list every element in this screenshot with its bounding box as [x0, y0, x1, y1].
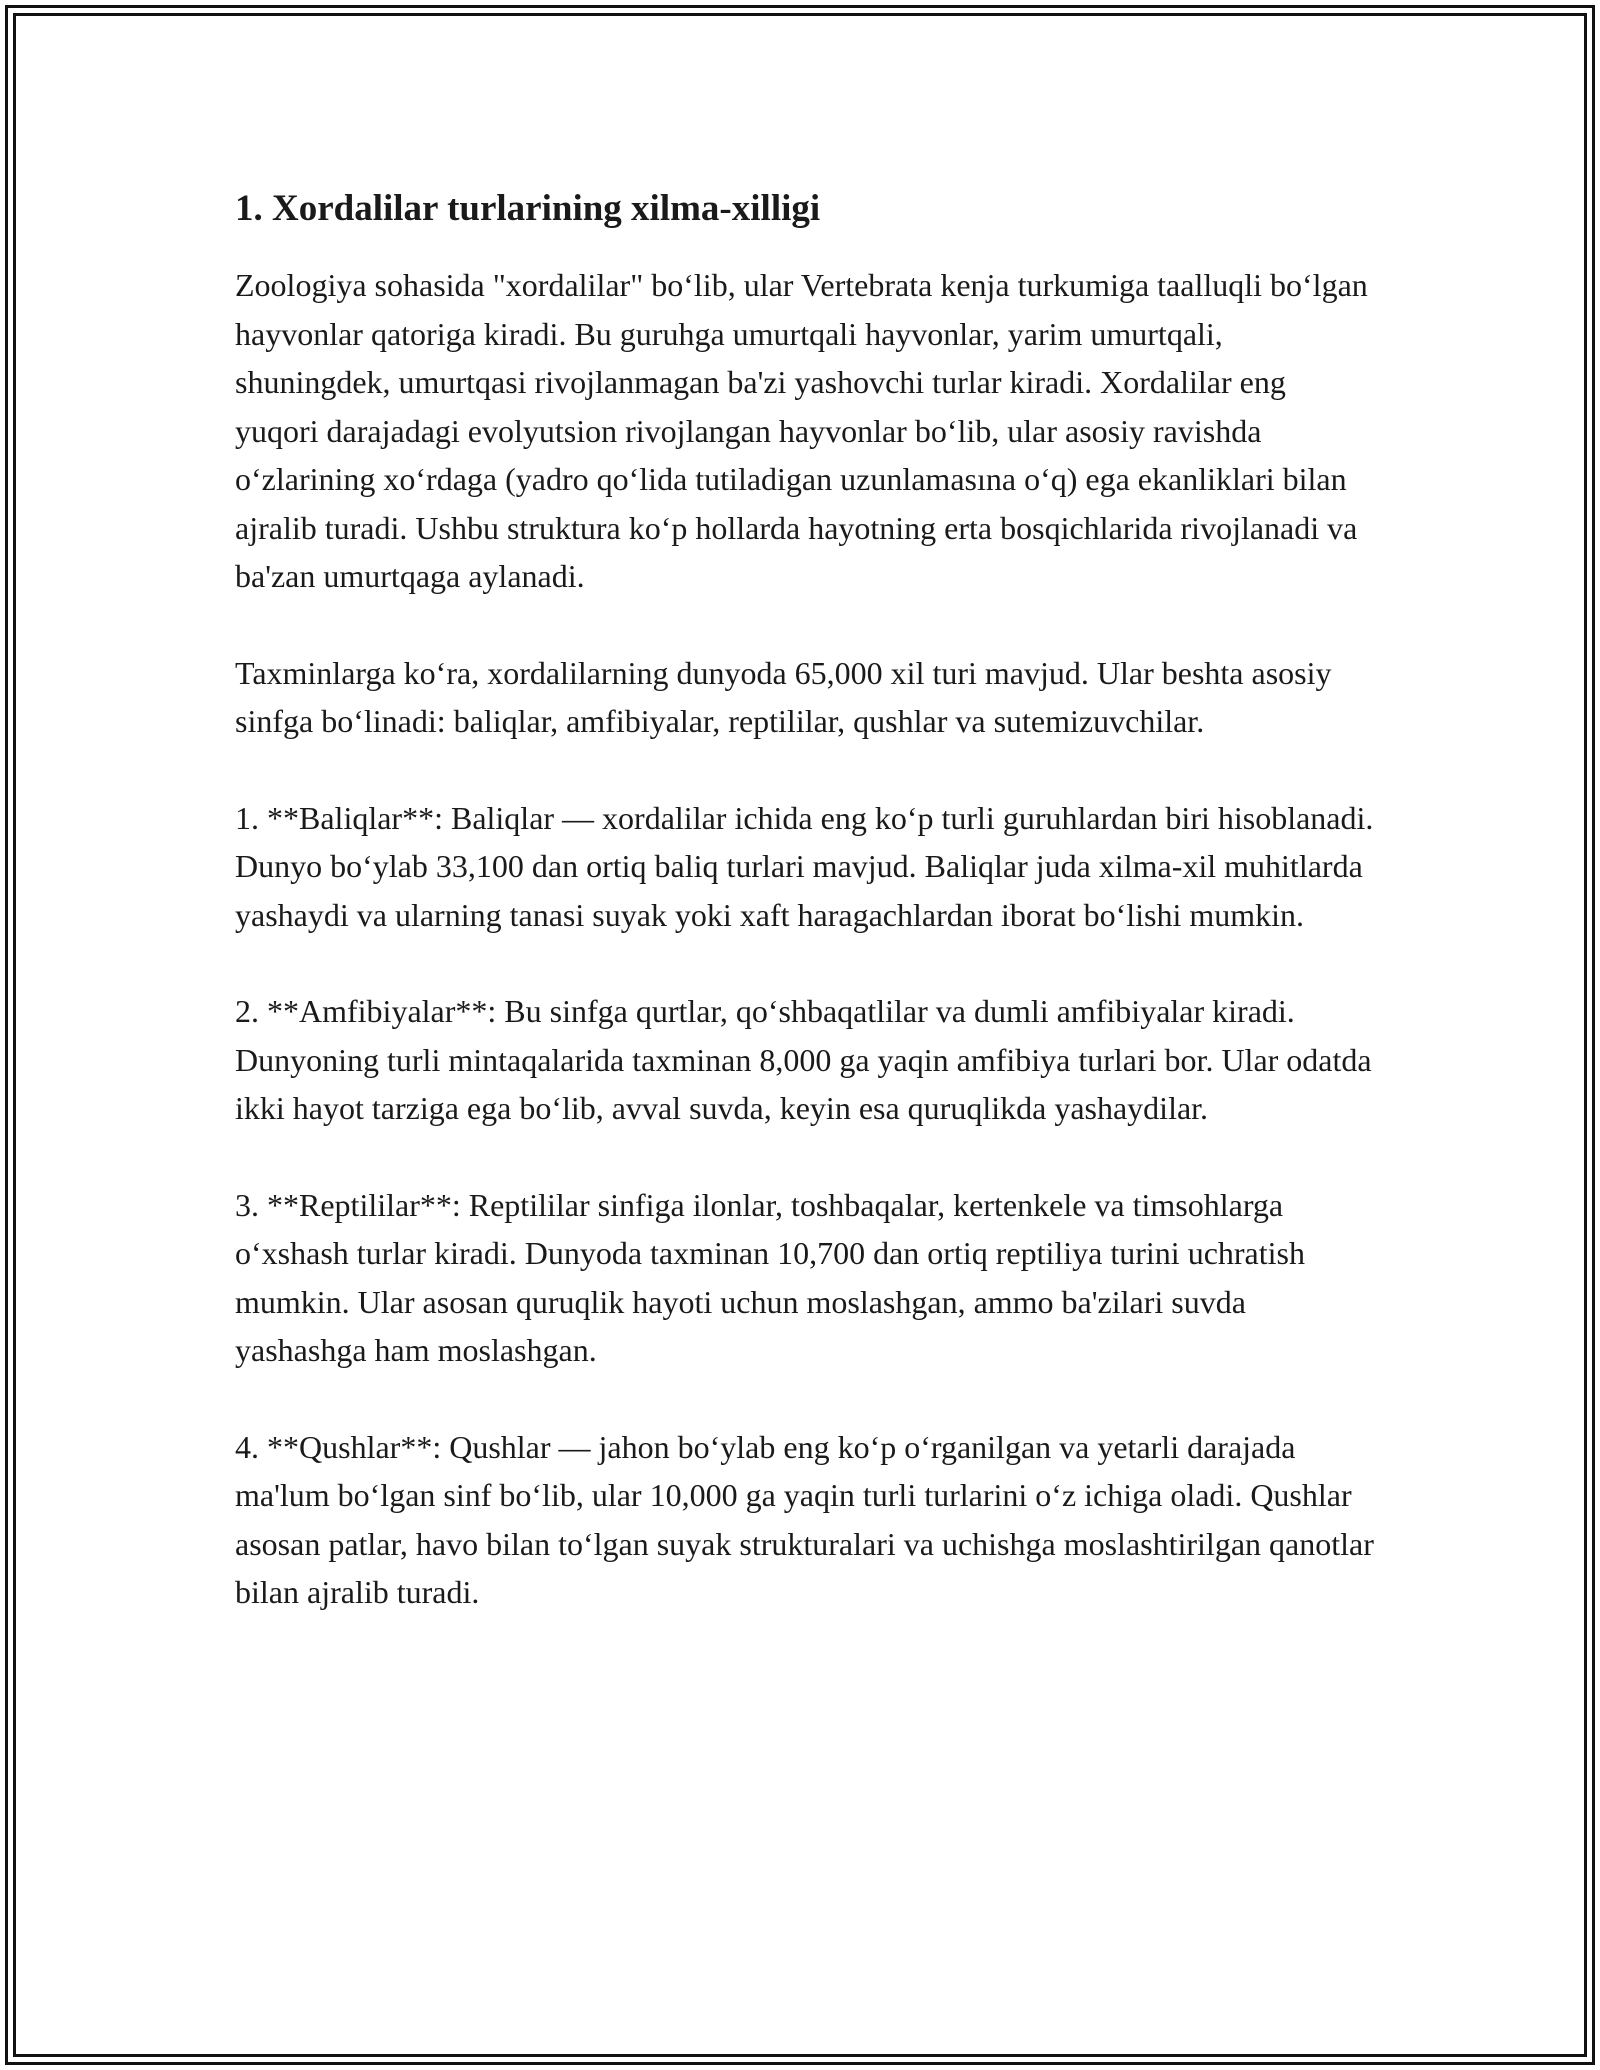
paragraph-intro: Zoologiya sohasida "xordalilar" bo‘lib, ular Vertebrata kenja turkumiga taalluqli bo‘lgan hayvonlar qatoriga kiradi. Bu guruhga umurtqali hayvonlar, yarim umurtqali, shuningdek, umurtqasi rivojlanmagan ba'zi yashovchi turlar kiradi. Xordalilar eng yuqori darajadagi evolyutsion rivojlangan hayvonlar bo‘lib, ular asosiy ravishda o‘zlarining xo‘rdaga (yadro qo‘lida tutiladigan uzunlamasına o‘q) ega ekanliklari bilan ajralib turadi. Ushbu struktura ko‘p hollarda hayotning erta bosqichlarida rivojlanadi va ba'zan umurtqaga aylanadi. [235, 267, 1368, 595]
paragraph-amphibians: 2. **Amfibiyalar**: Bu sinfga qurtlar, qo‘shbaqatlilar va dumli amfibiyalar kiradi. Dunyoning turli mintaqalarida taxminan 8,000 ga yaqin amfibiya turlari bor. Ular odatda ikki hayot tarziga ega bo‘lib, avval suvda, keyin esa quruqlikda yashaydilar. [235, 993, 1372, 1127]
paragraph-species-count: Taxminlarga ko‘ra, xordalilarning dunyoda 65,000 xil turi mavjud. Ular beshta asosiy sinfga bo‘linadi: baliqlar, amfibiyalar, reptililar, qushlar va sutemizuvchilar. [235, 654, 1332, 740]
paragraph-fish: 1. **Baliqlar**: Baliqlar — xordalilar ichida eng ko‘p turli guruhlardan biri hisoblanadi. Dunyo bo‘ylab 33,100 dan ortiq baliq turlari mavjud. Baliqlar juda xilma-xil muhitlarda yashaydi va ularning tanasi suyak yoki xaft haragachlardan iborat bo‘lishi mumkin. [235, 799, 1374, 933]
paragraph-birds: 4. **Qushlar**: Qushlar — jahon bo‘ylab eng ko‘p o‘rganilgan va yetarli darajada ma'lum bo‘lgan sinf bo‘lib, ular 10,000 ga yaqin turli turlarini o‘z ichiga oladi. Qushlar asosan patlar, havo bilan to‘lgan suyak strukturalari va uchishga moslashtirilgan qanotlar bilan ajralib turadi. [235, 1428, 1374, 1611]
section-heading: 1. Xordalilar turlarining xilma-xilligi [235, 188, 821, 229]
paragraph-reptiles: 3. **Reptililar**: Reptililar sinfiga ilonlar, toshbaqalar, kertenkele va timsohlarga o‘xshash turlar kiradi. Dunyoda taxminan 10,700 dan ortiq reptiliya turini uchratish mumkin. Ular asosan quruqlik hayoti uchun moslashgan, ammo ba'zilari suvda yashashga ham moslashgan. [235, 1186, 1305, 1369]
document-body [235, 185, 1375, 1665]
